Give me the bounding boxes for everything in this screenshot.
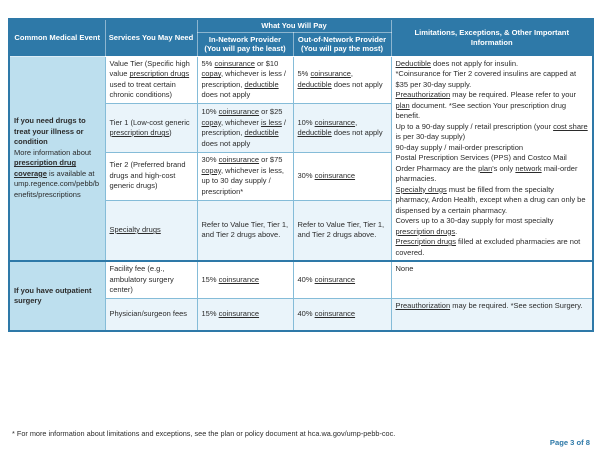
- glossary-term-link[interactable]: Preauthorization: [395, 90, 451, 99]
- glossary-term-link[interactable]: Prescription drugs: [395, 237, 456, 246]
- header-out-of-network-provider: Out-of-Network Provider (You will pay the most): [293, 32, 391, 56]
- limitations-paragraph: Deductible does not apply for insulin.: [395, 58, 519, 68]
- limitations-paragraph: Specialty drugs must be filled from the specialty pharmacy, Ardon Health, except when a drug can only be dispensed by a certain pharmacy.: [395, 184, 586, 215]
- glossary-term-link[interactable]: coinsurance: [218, 107, 260, 117]
- out-network-cell-specialty: Refer to Value Tier, Tier 1, and Tier 2 drugs above.: [293, 200, 391, 261]
- glossary-term-link[interactable]: plan: [395, 100, 410, 110]
- glossary-term-link[interactable]: Deductible: [395, 58, 431, 68]
- glossary-term-link[interactable]: coinsurance: [314, 170, 356, 180]
- event-title-surgery: If you have outpatient surgery: [14, 285, 92, 305]
- limitations-paragraph: *Coinsurance for Tier 2 covered insulins are capped at $35 per 30-day supply.: [395, 69, 577, 89]
- limitations-paragraph: Preauthorization may be required. Please refer to your plan document. *See section Your prescription drug benefit.: [395, 90, 577, 120]
- table-row-facility-fee: [9, 261, 593, 298]
- glossary-term-link[interactable]: coinsurance: [218, 309, 260, 318]
- glossary-term-link[interactable]: network: [515, 163, 542, 173]
- limitations-cell-drugs: [391, 56, 593, 261]
- glossary-term-link[interactable]: Preauthorization: [395, 300, 451, 310]
- glossary-term-link[interactable]: is less: [261, 117, 282, 127]
- service-cell-value-tier: Value Tier (Specific high value prescription drugs used to treat certain chronic conditions): [105, 56, 197, 104]
- out-network-cell-facility-fee: 40% coinsurance: [293, 261, 391, 298]
- header-services-you-may-need: Services You May Need: [105, 19, 197, 56]
- service-cell-specialty: [105, 200, 197, 261]
- in-network-cell-facility-fee: 15% coinsurance: [197, 261, 293, 298]
- table-header: [9, 19, 593, 56]
- page-number: Page 3 of 8: [549, 438, 590, 447]
- glossary-term-link[interactable]: deductible: [297, 79, 332, 89]
- glossary-term-link[interactable]: copay: [201, 117, 221, 127]
- glossary-term-link[interactable]: cost share: [553, 121, 588, 131]
- glossary-term-link[interactable]: deductible: [297, 128, 332, 138]
- glossary-term-link[interactable]: prescription drugs: [129, 69, 190, 79]
- event-more-pre: More information about: [14, 147, 92, 157]
- out-network-cell-physician-fees: 40% coinsurance: [293, 298, 391, 331]
- limitations-paragraph: Covers up to a 30-day supply for most specialty prescription drugs.: [395, 216, 554, 236]
- event-cell-outpatient-surgery: [9, 261, 105, 331]
- out-network-cell-tier1: 10% coinsurance, deductible does not apply: [293, 104, 391, 153]
- benefits-table: [8, 18, 594, 332]
- glossary-term-link[interactable]: coinsurance: [214, 58, 255, 68]
- service-cell-physician-fees: Physician/surgeon fees: [105, 298, 197, 331]
- glossary-term-link[interactable]: copay: [201, 69, 221, 79]
- service-cell-tier1: Tier 1 (Low-cost generic prescription drugs): [105, 104, 197, 153]
- out-network-cell-value-tier: 5% coinsurance, deductible does not apply: [293, 56, 391, 104]
- limitations-cell-facility-fee: None: [391, 261, 593, 298]
- glossary-term-link[interactable]: deductible: [244, 128, 279, 138]
- out-network-cell-tier2: 30% coinsurance: [293, 152, 391, 200]
- limitations-paragraph: 90-day supply / mail-order prescription: [395, 142, 524, 152]
- limitations-paragraph: Prescription drugs filled at excluded pharmacies are not covered.: [395, 237, 581, 257]
- glossary-term-link[interactable]: plan: [478, 163, 493, 173]
- footnote: * For more information about limitations and exceptions, see the plan or policy document at hca.wa.gov/ump-pebb-coc.: [12, 429, 396, 438]
- glossary-term-link[interactable]: coinsurance: [218, 155, 260, 165]
- in-network-cell-physician-fees: 15% coinsurance: [197, 298, 293, 331]
- glossary-term-link[interactable]: prescription drugs: [395, 226, 456, 236]
- header-what-you-will-pay: What You Will Pay: [197, 19, 391, 32]
- glossary-term-link[interactable]: Specialty drugs: [109, 225, 161, 235]
- glossary-term-link[interactable]: coinsurance: [314, 274, 356, 284]
- limitations-paragraph: Up to a 90-day supply / retail prescription (your cost share is per 30-day supply): [395, 121, 588, 141]
- header-limitations: Limitations, Exceptions, & Other Important Information: [391, 19, 593, 56]
- event-cell-drugs: [9, 56, 105, 261]
- glossary-term-link[interactable]: prescription drugs: [109, 128, 170, 138]
- prescription-drug-coverage-link[interactable]: prescription drug coverage: [14, 158, 77, 178]
- service-cell-tier2: Tier 2 (Preferred brand drugs and high-cost generic drugs): [105, 152, 197, 200]
- glossary-term-link[interactable]: coinsurance: [314, 117, 356, 127]
- service-cell-facility-fee: Facility fee (e.g., ambulatory surgery center): [105, 261, 197, 298]
- in-network-cell-specialty: Refer to Value Tier, Tier 1, and Tier 2 drugs above.: [197, 200, 293, 261]
- limitations-cell-physician-fees: Preauthorization may be required. *See section Surgery.: [391, 298, 593, 331]
- in-network-cell-tier2: 30% coinsurance or $75 copay, whichever is less, up to 30 day supply / prescription*: [197, 152, 293, 200]
- glossary-term-link[interactable]: deductible: [244, 79, 279, 89]
- event-more-info: [14, 148, 101, 201]
- header-common-medical-event: Common Medical Event: [9, 19, 105, 56]
- limitations-paragraph: Postal Prescription Services (PPS) and Costco Mail Order Pharmacy are the plan's only network mail-order pharmacies.: [395, 153, 578, 183]
- glossary-term-link[interactable]: coinsurance: [314, 309, 356, 318]
- event-title-drugs: If you need drugs to treat your illness or condition: [14, 116, 86, 147]
- glossary-term-link[interactable]: coinsurance: [310, 69, 351, 79]
- event-more-post: is available at ump.regence.com/pebb/benefits/prescriptions: [14, 168, 100, 199]
- glossary-term-link[interactable]: Specialty drugs: [395, 184, 447, 194]
- glossary-term-link[interactable]: coinsurance: [218, 274, 260, 284]
- in-network-cell-tier1: 10% coinsurance or $25 copay, whichever is less / prescription, deductible does not apply: [197, 104, 293, 153]
- in-network-cell-value-tier: 5% coinsurance or $10 copay, whichever is less / prescription, deductible does not apply: [197, 56, 293, 104]
- glossary-term-link[interactable]: copay: [201, 165, 221, 175]
- table-row-value-tier: [9, 56, 593, 104]
- header-in-network-provider: In-Network Provider (You will pay the least): [197, 32, 293, 56]
